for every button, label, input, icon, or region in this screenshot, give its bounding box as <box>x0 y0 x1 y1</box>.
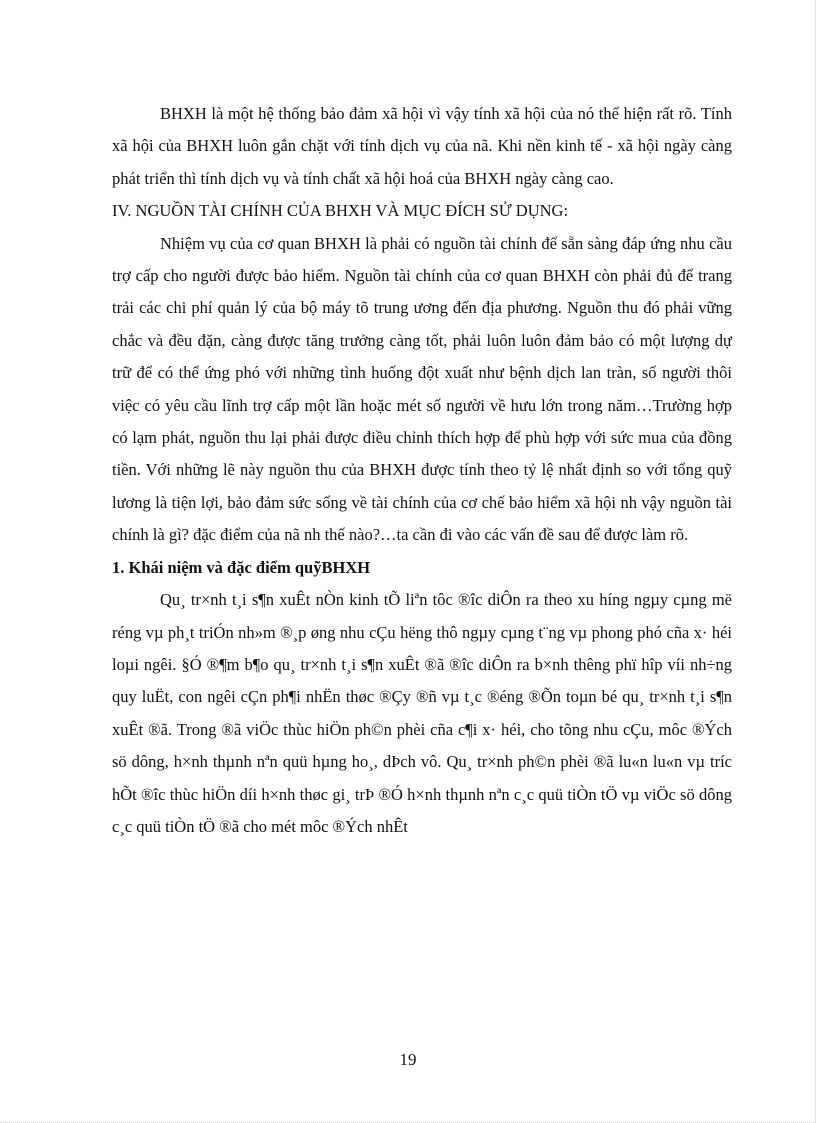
paragraph-financial-source: Nhiệm vụ của cơ quan BHXH là phải có nguồn tài chính để sẵn sàng đáp ứng nhu cầu trợ cấp cho người được bảo hiểm. Nguồn tài chính của cơ quan BHXH còn phải đủ để trang trải các chi phí quản lý của bộ máy tõ trung ương đến địa phương. Nguồn thu đó phải vững chắc và đều đặn, càng được tăng trưởng càng tốt, phải luôn luôn đảm bảo có một lượng dự trữ để có thể ứng phó với những tình huống đột xuất như bệnh dịch lan tràn, số người thôi việc có yêu cầu lĩnh trợ cấp một lần hoặc mét số người về hưu lớn trong năm…Trường hợp có lạm phát, nguồn thu lại phải được điều chỉnh thích hợp để phù hợp với sức mua của đồng tiền. Với những lẽ này nguồn thu của BHXH được tính theo tỷ lệ nhất định so với tổng quỹ lương là tiện lợi, bảo đảm sức sống về tài chính của cơ chế bảo hiểm xã hội nh vậy nguồn tài chính là gì? đặc điểm của nã nh thế nào?…ta cần đi vào các vấn đề sau để được làm rõ. <box>112 233 732 545</box>
paragraph-reproduction-process: Qu¸ tr×nh t¸i s¶n xuÊt nÒn kinh tÕ liªn tôc ®îc diÔn ra theo xu híng ngµy cµng më réng vµ ph¸t triÓn nh»m ®¸p øng nhu cÇu hëng thô ngµy cµng t¨ng vµ phong phó cña x· héi loµi ngêi. §Ó ®¶m b¶o qu¸ tr×nh t¸i s¶n xuÊt ®ã ®îc diÔn ra b×nh thêng phï hîp víi nh÷ng quy luËt, con ngêi cÇn ph¶i nhËn thøc ®Çy ®ñ vµ t¸c ®éng ®Õn toµn bé qu¸ tr×nh t¸i s¶n xuÊt ®ã. Trong ®ã viÖc thùc hiÖn ph©n phèi cña c¶i x· héi, cho tõng nhu cÇu, môc ®Ých sö dông, h×nh thµnh nªn quü hµng ho¸, dÞch vô. Qu¸ tr×nh ph©n phèi ®ã lu«n lu«n vµ tríc hÕt ®îc thùc hiÖn díi h×nh thøc gi¸ trÞ ®Ó h×nh thµnh nªn c¸c quü tiÒn tÖ vµ viÖc sö dông c¸c quü tiÒn tÖ ®ã cho mét môc ®Ých nhÊt <box>112 590 732 836</box>
section-heading-iv: IV. NGUỒN TÀI CHÍNH CỦA BHXH VÀ MỤC ĐÍCH SỬ DỤNG: <box>112 201 569 221</box>
paragraph-bhxh-social: BHXH là một hệ thống bảo đảm xã hội vì vậy tính xã hội của nó thể hiện rất rõ. Tính xã hội của BHXH luôn gắn chặt với tính dịch vụ của nã. Khi nền kinh tế - xã hội ngày càng phát triển thì tính dịch vụ và tính chất xã hội hoá của BHXH ngày càng cao. <box>112 104 732 188</box>
page-number: 19 <box>399 1050 417 1069</box>
page-content <box>112 98 732 843</box>
subsection-heading-1: 1. Khái niệm và đặc điểm quỹBHXH <box>112 557 371 577</box>
